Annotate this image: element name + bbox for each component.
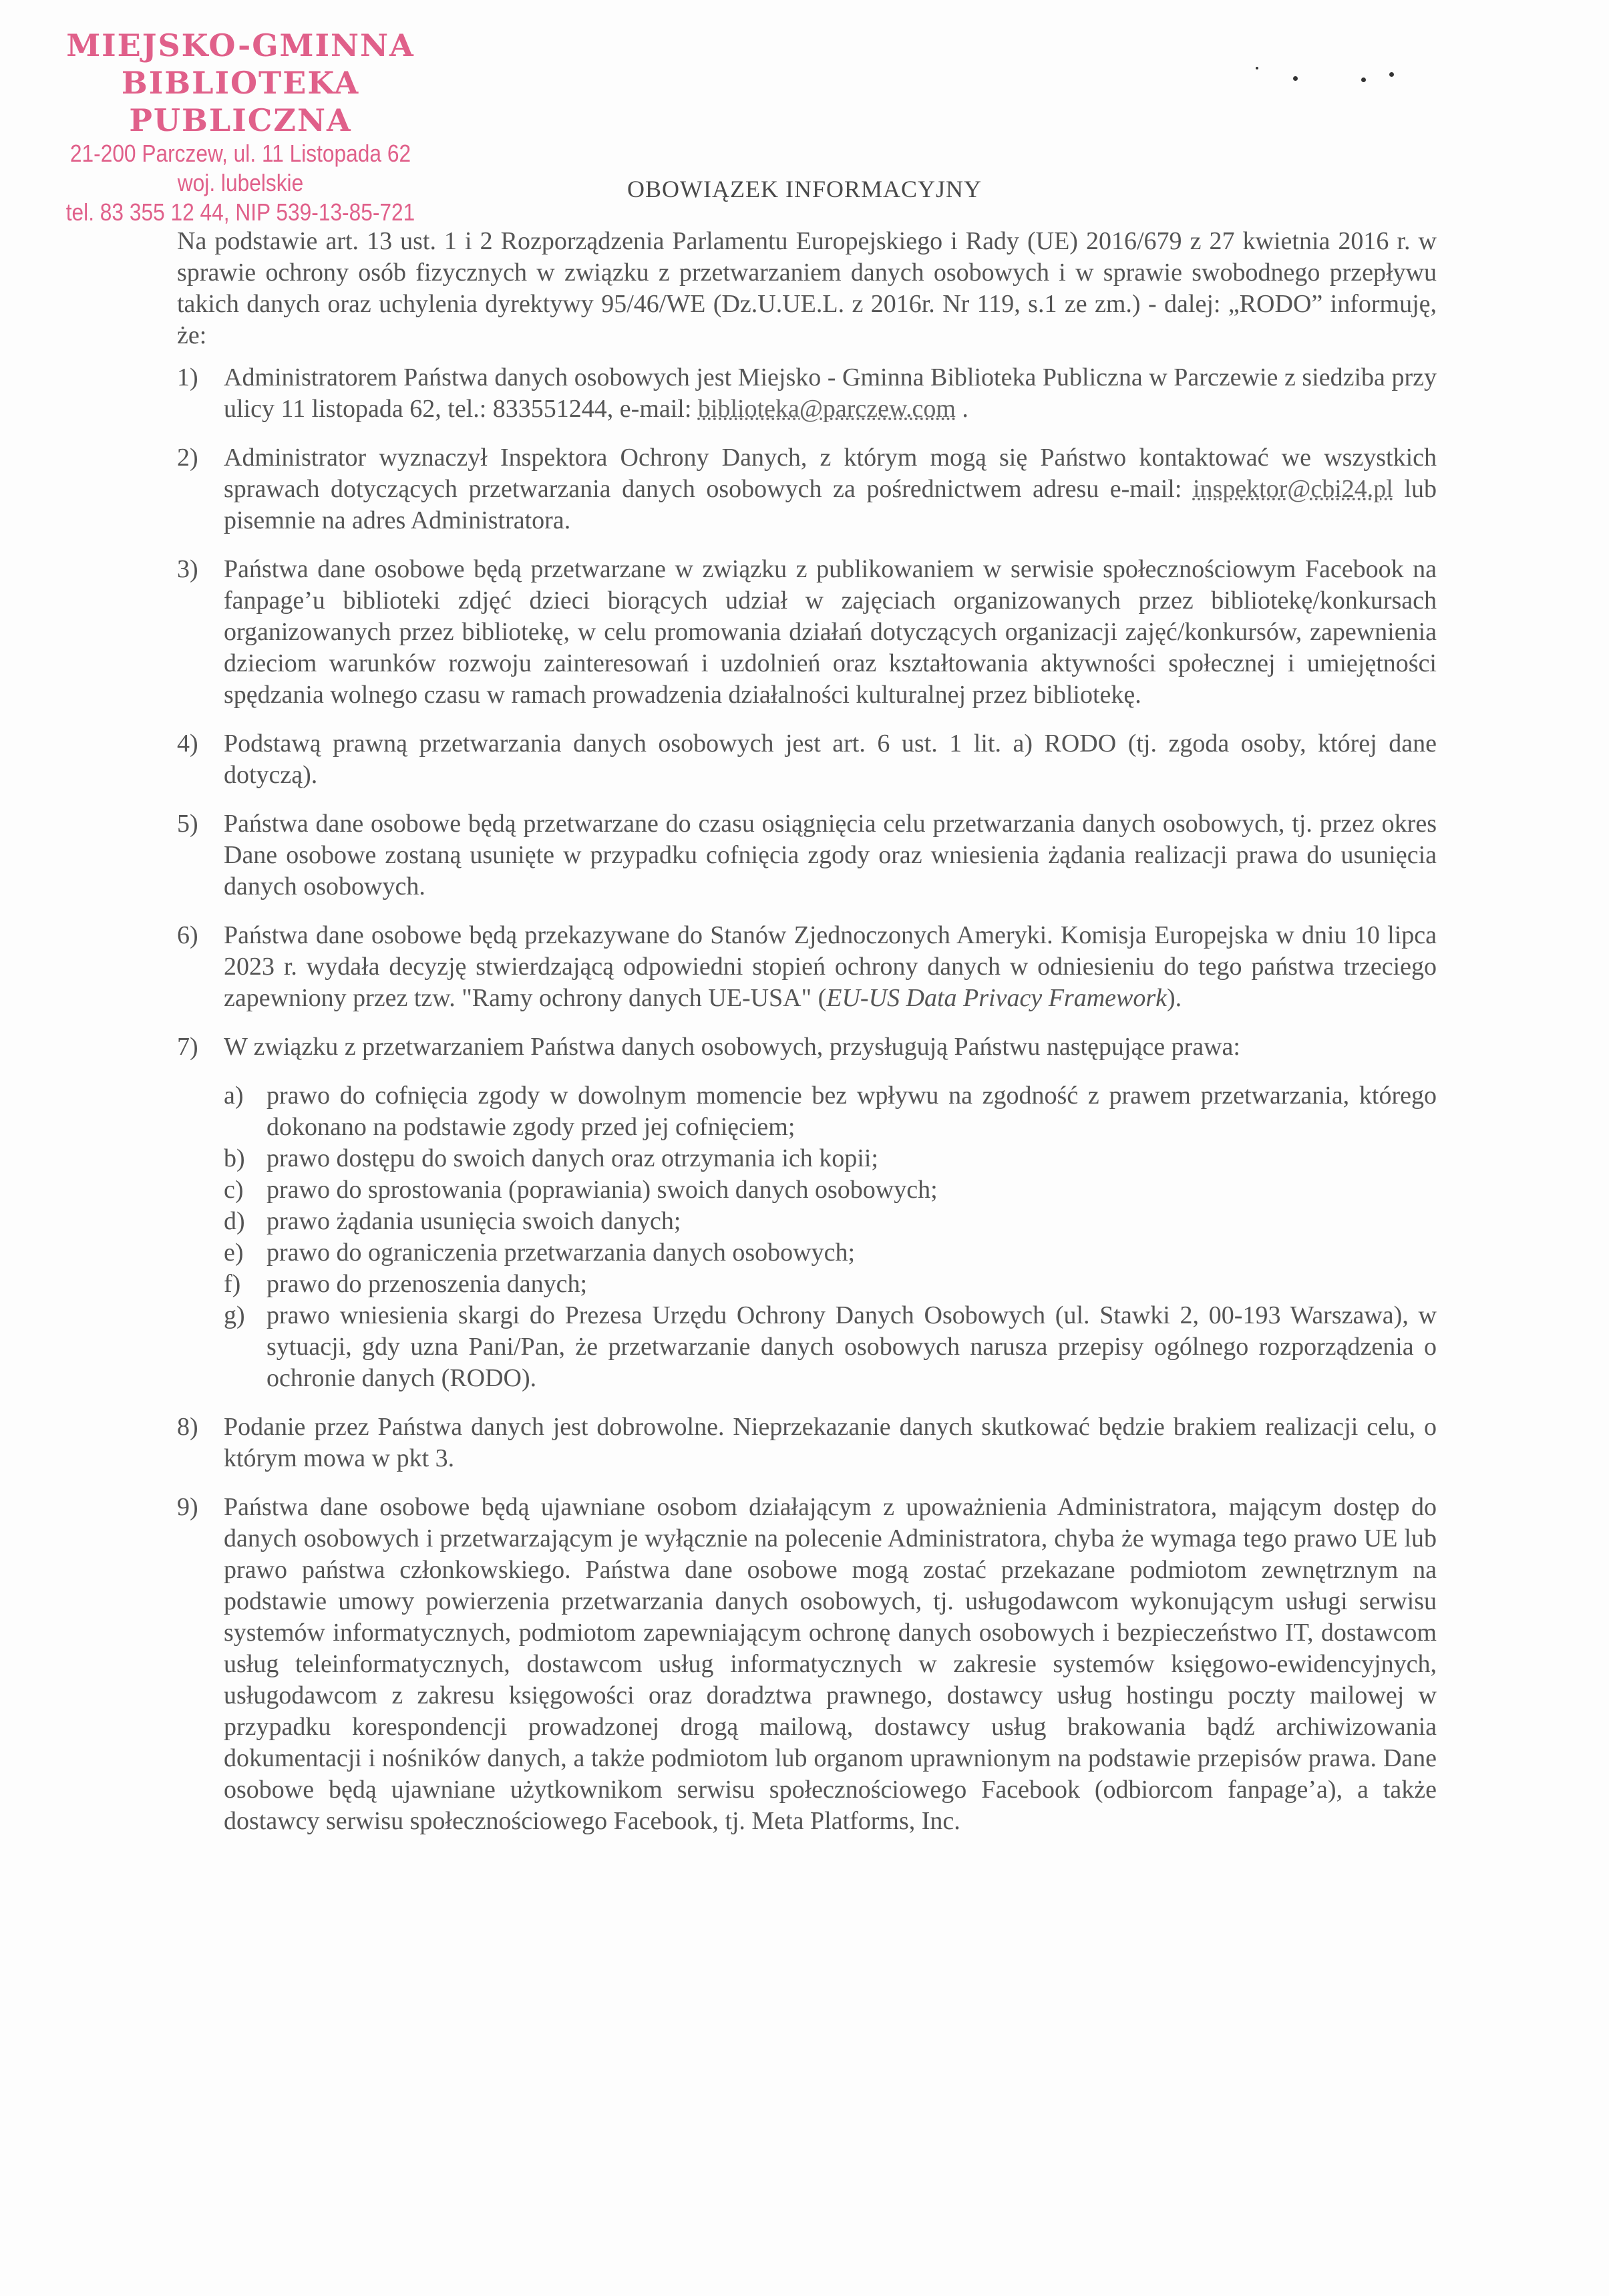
sub-text: prawo do przenoszenia danych; — [266, 1270, 588, 1298]
item-text: Podstawą prawną przetwarzania danych osobowych jest art. 6 ust. 1 lit. a) RODO (tj. zgoda osoby, której dane dotyczą). — [224, 729, 1437, 789]
item-text — [224, 442, 1437, 536]
document-body — [177, 226, 1437, 1854]
list-item-4 — [177, 728, 1437, 791]
sub-letter: b) — [224, 1144, 245, 1172]
right-item-g — [224, 1300, 1437, 1394]
sub-text: prawo do cofnięcia zgody w dowolnym momencie bez wpływu na zgodność z prawem przetwarzania, którego dokonano na podstawie zgody przed jej cofnięciem; — [266, 1082, 1437, 1141]
list-item-7 — [177, 1031, 1437, 1394]
sub-letter: g) — [224, 1301, 245, 1329]
sub-text: prawo żądania usunięcia swoich danych; — [266, 1207, 681, 1235]
item-text — [224, 920, 1437, 1014]
scan-specks — [1256, 67, 1403, 87]
list-item-5 — [177, 808, 1437, 903]
item-text — [224, 362, 1437, 425]
item-text-part: lub pisemnie na adres Administratora. — [224, 475, 1437, 534]
list-item-9 — [177, 1492, 1437, 1837]
sub-letter: f) — [224, 1270, 241, 1298]
document-title: OBOWIĄZEK INFORMACYJNY — [627, 176, 982, 202]
right-item-b — [224, 1143, 1437, 1174]
item-text — [224, 1031, 1437, 1394]
sub-letter: c) — [224, 1176, 244, 1204]
sub-text: prawo do ograniczenia przetwarzania danych osobowych; — [266, 1239, 856, 1267]
rights-list — [224, 1080, 1437, 1394]
item-text: Państwa dane osobowe będą ujawniane osobom działającym z upoważnienia Administratora, mającym dostęp do danych osobowych i przetwarzającym je wyłącznie na polecenie Administratora, chyba że wymaga tego prawo UE lub prawo państwa członkowskiego. Państwa dane osobowe mogą zostać przekazane podmiotom zewnętrznym na podstawie umowy powierzenia przetwarzania danych osobowych, tj. usługodawcom wykonującym usługi serwisu systemów informatycznych, podmiotom zapewniającym ochronę danych osobowych i bezpieczeństwo IT, dostawcom usług teleinformatycznych, dostawcom usług informatycznych w zakresie systemów księgowo-ewidencyjnych, usługodawcom z zakresu księgowości oraz doradztwa prawnego, dostawcy usług hostingu poczty mailowej w przypadku korespondencji prowadzonej drogą mailową, dostawcy usług brakowania bądź archiwizowania dokumentacji i nośników danych, a także podmiotom lub organom uprawnionym na podstawie przepisów prawa. Dane osobowe będą ujawniane użytkownikom serwisu społecznościowego Facebook (odbiorcom fanpage’a), a także dostawcy serwisu społecznościowego Facebook, tj. Meta Platforms, Inc. — [224, 1493, 1437, 1835]
item-text: Państwa dane osobowe będą przetwarzane w związku z publikowaniem w serwisie społecznościowym Facebook na fanpage’u biblioteki zdjęć dzieci biorących udział w zajęciach organizowanych przez bibliotekę/konkursach organizowanych przez bibliotekę, w celu promowania działań dotyczących organizacji zajęć/konkursów, zapewnienia dzieciom warunków rozwoju zainteresowań i uzdolnień oraz kształtowania aktywności społecznej i umiejętności spędzania wolnego czasu w ramach prowadzenia działalności kulturalnej przez bibliotekę. — [224, 555, 1437, 709]
list-item-3 — [177, 554, 1437, 711]
scan-speck — [1293, 76, 1298, 81]
stamp-line-1: MIEJSKO-GMINNA — [66, 27, 415, 63]
item-number: 9) — [177, 1493, 198, 1521]
item-number: 3) — [177, 555, 198, 583]
sub-letter: e) — [224, 1239, 244, 1267]
item-number: 5) — [177, 810, 198, 838]
item-text: Podanie przez Państwa danych jest dobrowolne. Nieprzekazanie danych skutkować będzie brakiem realizacji celu, o którym mowa w pkt 3. — [224, 1413, 1437, 1472]
rights-intro: W związku z przetwarzaniem Państwa danych osobowych, przysługują Państwu następujące prawa: — [224, 1033, 1240, 1061]
sub-text: prawo do sprostowania (poprawiania) swoich danych osobowych; — [266, 1176, 938, 1204]
list-item-1 — [177, 362, 1437, 425]
item-number: 4) — [177, 729, 198, 758]
right-item-a — [224, 1080, 1437, 1143]
sub-text: prawo wniesienia skargi do Prezesa Urzędu Ochrony Danych Osobowych (ul. Stawki 2, 00-193 Warszawa), w sytuacji, gdy uzna Pani/Pan, że przetwarzanie danych osobowych narusza przepisy ogólnego rozporządzenia o ochronie danych (RODO). — [266, 1301, 1437, 1392]
right-item-e — [224, 1237, 1437, 1269]
stamp-address: 21-200 Parczew, ul. 11 Listopada 62 — [69, 140, 411, 167]
list-item-2 — [177, 442, 1437, 536]
item-text-part: Administrator wyznaczył Inspektora Ochrony Danych, z którym mogą się Państwo kontaktować we wszystkich sprawach dotyczących przetwarzania danych osobowych za pośrednictwem adresu e-mail: — [224, 444, 1437, 503]
item-number: 1) — [177, 363, 198, 391]
scan-speck — [1361, 77, 1366, 82]
scan-speck — [1256, 67, 1258, 69]
item-number: 7) — [177, 1033, 198, 1061]
right-item-c — [224, 1174, 1437, 1206]
sub-text: prawo dostępu do swoich danych oraz otrzymania ich kopii; — [266, 1144, 878, 1172]
intro-paragraph: Na podstawie art. 13 ust. 1 i 2 Rozporządzenia Parlamentu Europejskiego i Rady (UE) 2016/679 z 27 kwietnia 2016 r. w sprawie ochrony osób fizycznych w związku z przetwarzaniem danych osobowych i w sprawie swobodnego przepływu takich danych oraz uchylenia dyrektywy 95/46/WE (Dz.U.UE.L. z 2016r. Nr 119, s.1 ze zm.) - dalej: „RODO” informuję, że: — [177, 227, 1437, 349]
right-item-d — [224, 1206, 1437, 1237]
stamp-contact: tel. 83 355 12 44, NIP 539-13-85-721 — [65, 198, 415, 226]
item-number: 2) — [177, 444, 198, 472]
framework-name: EU-US Data Privacy Framework — [826, 984, 1167, 1012]
item-number: 6) — [177, 921, 198, 949]
sub-letter: a) — [224, 1082, 244, 1110]
sub-letter: d) — [224, 1207, 245, 1235]
list-item-8 — [177, 1412, 1437, 1474]
inspector-email-link[interactable]: inspektor@cbi24.pl — [1192, 475, 1393, 503]
item-number: 8) — [177, 1413, 198, 1441]
item-text: Państwa dane osobowe będą przetwarzane do czasu osiągnięcia celu przetwarzania danych osobowych, tj. przez okres Dane osobowe zostaną usunięte w przypadku cofnięcia zgody oraz wniesienia żądania realizacji prawa do usunięcia danych osobowych. — [224, 810, 1437, 900]
library-email-link[interactable]: biblioteka@parczew.com — [697, 395, 956, 423]
item-text-part: . — [955, 395, 968, 423]
right-item-f — [224, 1269, 1437, 1300]
scan-speck — [1389, 72, 1394, 77]
stamp-line-2: BIBLIOTEKA PUBLICZNA — [121, 65, 360, 138]
item-text-part: Administratorem Państwa danych osobowych jest Miejsko - Gminna Biblioteka Publiczna w Parczewie z siedziba przy ulicy 11 listopada 62, tel.: 833551244, e-mail: — [224, 363, 1437, 423]
stamp-region: woj. lubelskie — [177, 169, 304, 196]
list-item-6 — [177, 920, 1437, 1014]
item-text-part: ). — [1167, 984, 1182, 1012]
item-text-part: Państwa dane osobowe będą przekazywane do Stanów Zjednoczonych Ameryki. Komisja Europejska w dniu 10 lipca 2023 r. wydała decyzję stwierdzającą odpowiedni stopień ochrony danych w odniesieniu do tego państwa trzeciego zapewniony przez tzw. "Ramy ochrony danych UE-USA" ( — [224, 921, 1437, 1012]
